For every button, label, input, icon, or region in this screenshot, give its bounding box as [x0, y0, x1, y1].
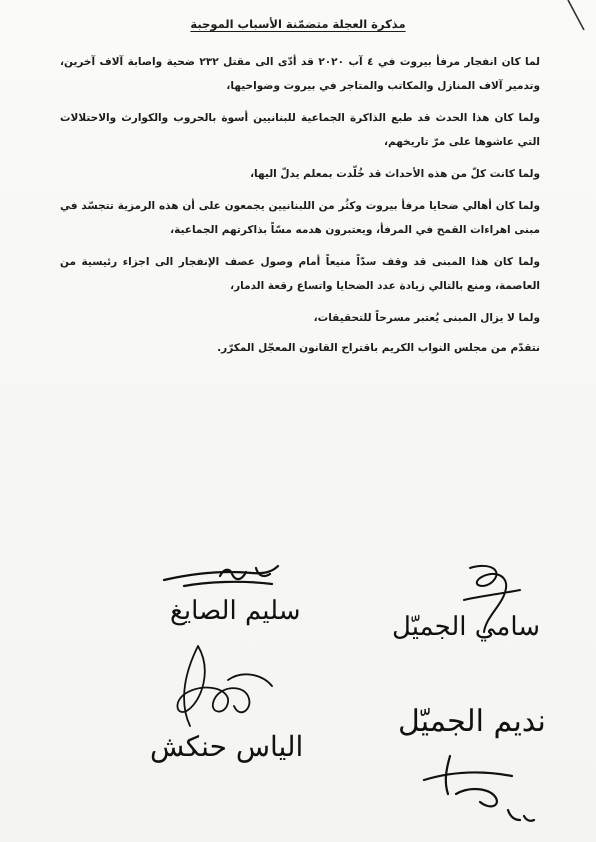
signature-1-name: سليم الصايغ — [170, 596, 301, 626]
signature-3 — [168, 640, 278, 740]
paragraph: ولما كانت كلّ من هذه الأحداث قد خُلّدت بمعلم يدلّ اليها، — [250, 168, 540, 180]
signature-1-scribble — [160, 556, 290, 596]
signature-3-name: الياس حنكش — [150, 730, 304, 763]
paragraph: نتقدّم من مجلس النواب الكريم باقتراح القانون المعجّل المكرّر. — [217, 342, 540, 354]
paragraph: ولما كان هذا الحدث قد طبع الذاكرة الجماعية للبنانيين أسوة بالحروب والكوارث والاحتلالات التي عاشوها على مرّ تاريخهم، — [60, 112, 540, 148]
paragraph: ولما كان هذا المبنى قد وقف سدّاً منيعاً أمام وصول عصف الإنفجار الى اجزاء رئيسية من العاصمة، ومنع بالتالي زيادة عدد الضحايا واتساع رقعة الدمار، — [60, 256, 540, 292]
signature-2-name: سامي الجميّل — [392, 612, 541, 642]
signature-4-name: نديم الجميّل — [398, 704, 546, 739]
paragraph: ولما لا يزال المبنى يُعتبر مسرحاً للتحقيقات، — [313, 312, 540, 324]
paragraph: لما كان انفجار مرفأ بيروت في ٤ آب ٢٠٢٠ قد أدّى الى مقتل ٢٣٢ ضحية واصابة آلاف آخرين، وتدمير آلاف المنازل والمكاتب والمتاجر في بيروت وضواحيها، — [60, 56, 540, 92]
document-body — [60, 50, 540, 368]
signature-1 — [160, 556, 290, 596]
document-title — [0, 17, 596, 31]
signature-4-scribble — [420, 750, 540, 830]
signature-3-scribble — [168, 640, 278, 740]
paragraph: ولما كان أهالي ضحايا مرفأ بيروت وكثُر من اللبنانيين يجمعون على أن هذه الرمزية تتجسّد في مبنى اهراءات القمح في المرفأ، ويعتبرون هدمه مسّاً بذاكرتهم الجماعية، — [60, 200, 540, 236]
signature-4 — [420, 750, 540, 830]
document-title-text: مذكرة العجلة متضمّنة الأسباب الموجبة — [190, 17, 406, 31]
